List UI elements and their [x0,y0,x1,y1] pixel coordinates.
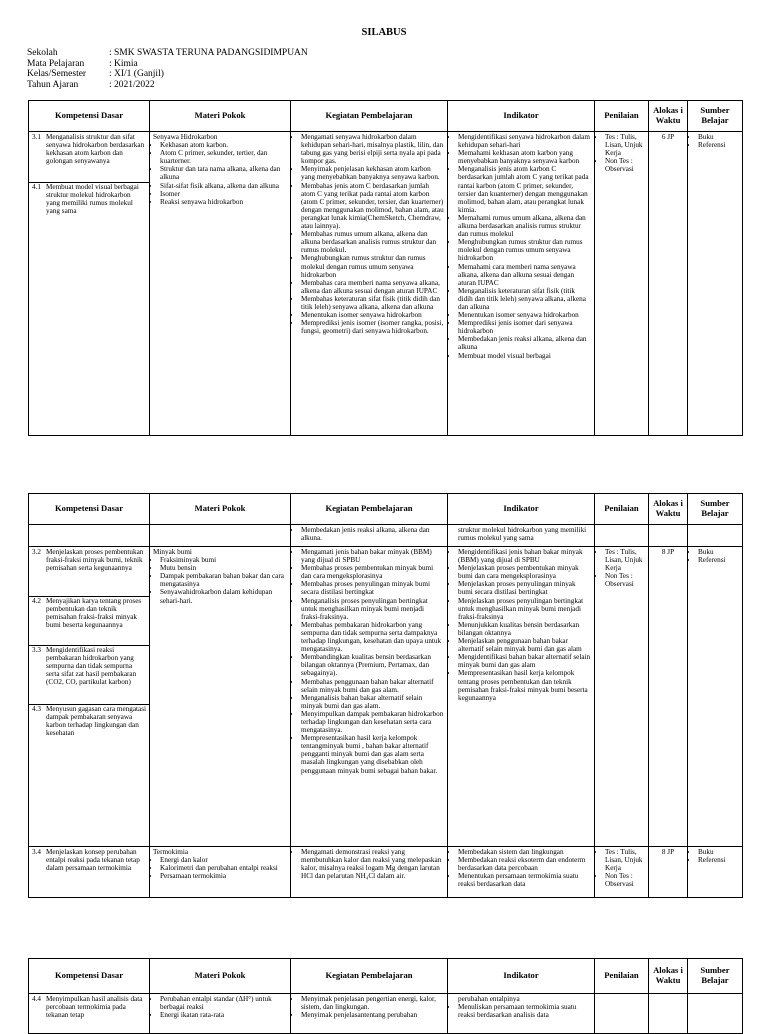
meta-value: : Kimia [109,58,138,69]
kegiatan-cell [291,547,448,847]
sumber-cell [688,847,743,898]
kd-item [29,848,149,873]
table-row [29,847,743,898]
kd-item [29,133,149,182]
kd-text: Menganalisis struktur dan sifat senyawa hidrokarbon berdasarkan kekhasan atom karbon dan golongan senyawanya [46,133,145,166]
indikator-list [451,848,591,888]
kd-item [29,548,149,596]
kegiatan-cell [291,525,448,547]
list-item: • Struktur dan tata nama alkana, alkena dan alkuna [160,165,287,181]
penilaian-cell [595,525,649,547]
header-penilaian: Penilaian [595,101,649,132]
list-item: • Tes : Tulis, Lisan, Unjuk Kerja [605,848,645,872]
list-item: • Membahas jenis atom C berdasarkan jumlah atom C yang terikat pada rantai atom karbon (atom C primer, sekunder, tersier, dan kuarterner) dengan menggunakan molimod, bahan alam, atau perangkat lunak kimia(ChemSketch, Chemdraw, atau lainnya). [301,182,444,231]
materi-cell [150,994,291,1034]
kd-item [29,182,149,216]
table-row-continuation [29,525,743,547]
header-alokasi: Alokas i Waktu [649,959,688,994]
sumber-cell [688,525,743,547]
list-item: • Membahas penggunaan bahan bakar alternatif selain minyak bumi dan gas alam. [301,678,444,694]
list-item: • Buku [698,548,739,556]
list-item: • Menyimpulkan dampak pembakaran hidrokarbon terhadap lingkungan dan kesehatan serta cara mengatasinya. [301,710,444,734]
list-item: • Membedakan jenis reaksi alkana, alkena dan alkuna [458,335,591,351]
meta-row-sekolah [27,48,308,59]
indikator-list [451,133,591,360]
list-item: • Membahas pembakaran hidrokarbon yang sempurna dan tidak sempurna serta dampaknya terhadap lingkungan, kesehatan dan upaya untuk mengatasinya. [301,621,444,653]
indikator-cell [448,547,595,847]
header-penilaian: Penilaian [595,959,649,994]
kegiatan-list [294,548,444,775]
materi-title: Termokimia [153,848,189,856]
header-penilaian: Penilaian [595,494,649,525]
penilaian-cell [595,994,649,1034]
list-item: • Referensi [698,856,739,864]
materi-cell [150,547,291,847]
list-item: • Menganalisis bahan bakar alternatif selain minyak bumi dan gas alam. [301,694,444,710]
header-indikator: Indikator [448,101,595,132]
list-item: • Membuat model visual berbagai [458,352,591,360]
list-item: • Dampak pembakaran bahan bakar dan cara mengatasinya [160,572,287,588]
kegiatan-cell [291,132,448,436]
list-item: • Isomer [160,190,287,198]
kd-cell [29,847,150,898]
kd-item [29,645,149,704]
list-item: • Mengidentifikasi jenis bahan bakar minyak (BBM) yang dijual di SPBU [458,548,591,564]
list-item: • Persamaan termokimia [160,872,287,880]
kd-text: Menyajikan karya tentang proses pembentukan dan teknik pemisahan fraksi-fraksi minyak bumi beserta kegunaannya [46,597,142,630]
list-item: • Menunjukkan kualitas bensin berdasarkan bilangan oktannya [458,621,591,637]
list-item: • Sifat-sifat fisik alkana, alkena dan alkuna [160,182,287,190]
materi-title: Senyawa Hidrokarbon [153,133,218,141]
penilaian-cell [595,132,649,436]
header-alokasi: Alokas i Waktu [649,494,688,525]
kd-item [29,704,149,738]
meta-row-tahun [27,80,308,91]
table-header-row [29,101,743,132]
indikator-list [451,1003,591,1019]
kd-number: 3.3 [32,646,41,654]
header-materi: Materi Pokok [150,494,291,525]
meta-label: Tahun Ajaran [27,79,79,90]
header-kegiatan: Kegiatan Pembelajaran [291,101,448,132]
penilaian-list [598,548,645,588]
list-item: • Memahami cara memberi nama senyawa alkana, alkena dan alkuna sesuai dengan aturan IUPAC [458,263,591,287]
syllabus-table-page-3 [28,958,743,1034]
materi-list [153,856,287,880]
header-indikator: Indikator [448,959,595,994]
list-item: • Atom C primer, sekunder, tertier, dan kuarterner. [160,149,287,165]
list-item: • Menjelaskan proses penyulingan minyak bumi secara distilasi bertingkat [458,580,591,596]
kd-item [29,995,149,1020]
list-item: • Membedakan jenis reaksi alkana, alkena dan alkuna. [301,526,444,542]
list-item: • Non Tes : Observasi [605,157,645,173]
sumber-list [691,548,739,564]
table-header-row [29,959,743,994]
kd-text: Mengidentifikasi reaksi pembakaran hidrokarbon yang sempurna dan tidak sempurna serta sifat zat hasil pembakaran (CO2, CO, partikulat karbon) [46,646,137,687]
list-item: • Referensi [698,556,739,564]
meta-label: Kelas/Semester [27,69,87,80]
materi-list [153,141,287,206]
alokasi-cell: 8 JP [649,547,688,847]
kd-number: 4.4 [32,995,41,1003]
table-row [29,547,743,847]
kd-number: 4.2 [32,597,41,605]
list-item: • Non Tes : Observasi [605,572,645,588]
kd-number: 4.3 [32,705,41,713]
kd-cell [29,994,150,1034]
list-item: • Mengamati demonstrasi reaksi yang membutuhkan kalor dan reaksi yang melepaskan kalor, misalnya reaksi logam Mg dengan larutan HCl dan pelarutan NH₄Cl dalam air. [301,848,444,880]
kd-text: Membuat model visual berbagai struktur molekul hidrokarbon yang memiliki rumus molekul yang sama [46,183,139,216]
indikator-cell: struktur molekul hidrokarbon yang memiliki rumus molekul yang sama [448,525,595,547]
sumber-list [691,848,739,864]
penilaian-list [598,848,645,888]
header-kegiatan: Kegiatan Pembelajaran [291,494,448,525]
materi-title: Minyak bumi [153,548,192,556]
kegiatan-list [294,995,444,1019]
header-kd: Kompetensi Dasar [29,101,150,132]
indikator-continuation: perubahan entalpinya [458,995,520,1003]
list-item: • Menghubungkan rumus struktur dan rumus molekul dengan rumus umum senyawa hidrokarbon [458,238,591,262]
materi-list [153,556,287,605]
list-item: • Menentukan isomer senyawa hidrokarbon [458,311,591,319]
list-item: • Mempresentasikan hasil kerja kelompok tentang proses pembentukan dan teknik pemisahan fraksi-fraksi minyak bumi beserta kegunaannya [458,669,591,701]
indikator-cell [448,847,595,898]
list-item: • Energi ikatan rata-rata [160,1011,287,1019]
list-item: • Menghubungkan rumus struktur dan rumus molekul dengan rumus umum senyawa hidrokarbon [301,254,444,278]
penilaian-cell [595,547,649,847]
list-item: • Mutu bensin [160,564,287,572]
kd-number: 3.2 [32,548,41,556]
kegiatan-list [294,133,444,335]
header-sumber: Sumber Belajar [688,101,743,132]
list-item: • Mempresentasikan hasil kerja kelompok tentangminyak bumi , bahan bakar alternatif pengganti minyak bumi dan gas alam serta masalah lingkungan yang disebabkan oleh penggunaan minyak bumi sebagai bahan bakar. [301,734,444,774]
list-item: • Membahas cara memberi nama senyawa alkana, alkena dan alkuna sesuai dengan aturan IUPAC [301,279,444,295]
kd-number: 3.1 [32,133,41,141]
kd-text: Menyimpulkan hasil analisis data percobaan termokimia pada tekanan tetap [46,995,143,1020]
indikator-cell [448,994,595,1034]
list-item: • Senyawahidrokarbon dalam kehidupan sehari-hari. [160,588,287,604]
alokasi-cell [649,525,688,547]
list-item: • Mengidentifikasi senyawa hidrokarbon dalam kehidupan sehari-hari [458,133,591,149]
meta-value: : XI/1 (Ganjil) [109,69,164,80]
list-item: • Perubahan entalpi standar (ΔH°) untuk berbagai reaksi [160,995,287,1011]
list-item: • Menentukan isomer senyawa hidrokarbon [301,311,444,319]
table-row [29,132,743,436]
sumber-cell [688,994,743,1034]
list-item: • Membahas keteraturan sifat fisik (titik didih dan titik leleh) senyawa alkana, alkena dan alkuna [301,295,444,311]
kd-cell [29,547,150,847]
kegiatan-list [294,848,444,880]
indikator-cell [448,132,595,436]
meta-row-mapel [27,59,308,70]
list-item: • Tes : Tulis, Lisan, Unjuk Kerja [605,133,645,157]
meta-value: : 2021/2022 [109,79,155,90]
list-item: • Tes : Tulis, Lisan, Unjuk Kerja [605,548,645,572]
list-item: • Menganalisis keteraturan sifat fisik (titik didih dan titik leleh) senyawa alkana, alkena dan alkuna [458,287,591,311]
header-indikator: Indikator [448,494,595,525]
list-item: • Non Tes : Observasi [605,872,645,888]
list-item: • Menyimak penjelasan kekhasan atom karbon yang menyebabkan banyaknya senyawa karbon. [301,165,444,181]
meta-label: Mata Pelajaran [27,58,85,69]
list-item: • Kekhasan atom karbon. [160,141,287,149]
list-item: • Kalorimetri dan perubahan entalpi reaksi [160,864,287,872]
syllabus-table-page-1 [28,100,743,436]
list-item: • Memahami kekhasan atom karbon yang menyebabkan banyaknya senyawa karbon [458,149,591,165]
meta-label: Sekolah [27,48,58,58]
list-item: • Menjelaskan proses penyulingan bertingkat untuk menghasilkan minyak bumi menjadi fraksi-fraksinya [458,597,591,621]
list-item: • Menentukan persamaan termokimia suatu reaksi berdasarkan data [458,872,591,888]
header-sumber: Sumber Belajar [688,959,743,994]
list-item: • Menuliskan persamaan termokimia suatu reaksi berdasarkan analisis data [458,1003,591,1019]
meta-row-kelas [27,69,308,80]
sumber-cell [688,132,743,436]
list-item: • Buku [698,848,739,856]
list-item: • Buku [698,133,739,141]
list-item: • Menganalisis jenis atom karbon C berdasarkan jumlah atom C yang terikat pada rantai karbon (atom C primer, sekunder, tersier dan kuanterner) dengan menggunakan molimod, bahan alam, atau perangkat lunak kimia. [458,165,591,214]
list-item: • Membahas proses penyulingan minyak bumi secara distilasi bertingkat [301,580,444,596]
kegiatan-cell [291,847,448,898]
header-materi: Materi Pokok [150,959,291,994]
list-item: • Fraksiminyak bumi [160,556,287,564]
list-item: • Reaksi senyawa hidrokarbon [160,198,287,206]
header-kegiatan: Kegiatan Pembelajaran [291,959,448,994]
kd-cell [29,132,150,436]
kd-text: Menyusun gagasan cara mengatasi dampak pembakaran senyawa karbon terhadap lingkungan dan kesehatan [46,705,146,738]
list-item: • Menyimak penjelasantentang perubahan [301,1011,444,1019]
kd-cell [29,525,150,547]
list-item: • Menyimak penjelasan pengertian energi, kalor, sistem, dan lingkungan. [301,995,444,1011]
materi-cell [150,132,291,436]
header-materi: Materi Pokok [150,101,291,132]
indikator-list [451,548,591,702]
kd-text: Menjelaskan konsep perubahan entalpi reaksi pada tekanan tetap dalam persamaan termokimia [46,848,140,873]
materi-cell [150,525,291,547]
meta-value: : SMK SWASTA TERUNA PADANGSIDIMPUAN [109,48,308,58]
kd-text: Menjelaskan proses pembentukan fraksi-fraksi minyak bumi, teknik pemisahan serta kegunaannya [46,548,144,573]
list-item: • Menganalisis proses penyulingan bertingkat untuk menghasilkan minyak bumi menjadi fraksi-fraksinya. [301,597,444,621]
list-item: • Membedakan sistem dan lingkungan [458,848,591,856]
list-item: • Membahas rumus umum alkana, alkena dan alkuna berdasarkan analisis rumus struktur dan rumus molekul. [301,230,444,254]
materi-list [153,995,287,1019]
kd-item [29,596,149,645]
table-row [29,994,743,1034]
document-meta [27,48,308,90]
list-item: • Memprediksi jenis isomer (isomer rangka, posisi, fungsi, geometri) dari senyawa hidrokarbon. [301,319,444,335]
document-title: SILABUS [361,27,407,38]
list-item: • Energi dan kalor [160,856,287,864]
list-item: • Mengamati jenis bahan bakar minyak (BBM) yang dijual di SPBU [301,548,444,564]
penilaian-cell [595,847,649,898]
list-item: • Mengidentifikasi bahan bakar alternatif selain minyak bumi dan gas alam [458,653,591,669]
kd-number: 4.1 [32,183,41,191]
syllabus-table-page-2 [28,493,743,898]
alokasi-cell [649,994,688,1034]
list-item: • Memahami rumus umum alkana, alkena dan alkuna berdasarkan analisis rumus struktur dan rumus molekul [458,214,591,238]
penilaian-list [598,133,645,173]
list-item: • Memprediksi jenis isomer dari senyawa hidrokarbon [458,319,591,335]
kegiatan-cell [291,994,448,1034]
list-item: • Menjelaskan proses pembentukan minyak bumi dan cara mengeksplorasinya [458,564,591,580]
sumber-cell [688,547,743,847]
alokasi-cell: 8 JP [649,847,688,898]
list-item: • Membedakan reaksi eksoterm dan endoterm berdasarkan data percobaan [458,856,591,872]
table-header-row [29,494,743,525]
materi-cell [150,847,291,898]
kd-number: 3.4 [32,848,41,856]
list-item: • Mengamati senyawa hidrokarbon dalam kehidupan sehari-hari, misalnya plastik, lilin, dan tabung gas yang berisi elpiji serta nyala api pada kompor gas. [301,133,444,165]
header-kd: Kompetensi Dasar [29,494,150,525]
list-item: • Referensi [698,141,739,149]
header-alokasi: Alokas i Waktu [649,101,688,132]
alokasi-cell: 6 JP [649,132,688,436]
list-item: • Menjelaskan penggunaan bahan bakar alternatif selain minyak bumi dan gas alam [458,637,591,653]
list-item: • Membandingkan kualitas bensin berdasarkan bilangan oktannya (Premium, Pertamax, dan sebagainya). [301,653,444,677]
header-sumber: Sumber Belajar [688,494,743,525]
list-item: • Membahas proses pembentukan minyak bumi dan cara mengeksplorasinya [301,564,444,580]
sumber-list [691,133,739,149]
header-kd: Kompetensi Dasar [29,959,150,994]
